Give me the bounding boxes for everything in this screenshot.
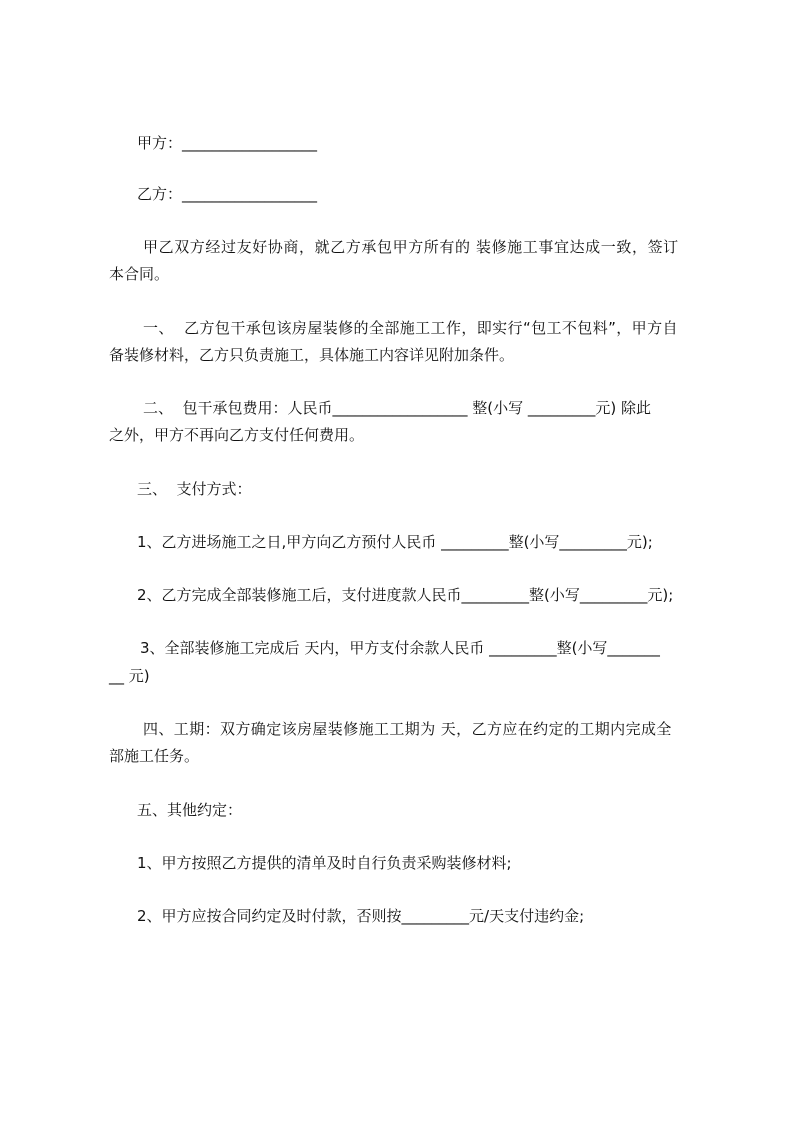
clause-4-line-1: 四、工期：双方确定该房屋装修施工工期为 天，乙方应在约定的工期内完成全: [143, 720, 672, 738]
payment-item-3-line-2: __ 元): [109, 667, 150, 685]
clause-1-line-1: 一、 乙方包干承包该房屋装修的全部施工工作，即实行“包工不包料”，甲方自: [143, 319, 678, 337]
clause-2-line-2: 之外，甲方不再向乙方支付任何费用。: [109, 426, 365, 444]
payment-item-2: 2、乙方完成全部装修施工后，支付进度款人民币_________整(小写_________元);: [137, 586, 674, 604]
intro-paragraph-line-1: 甲乙双方经过友好协商，就乙方承包甲方所有的 装修施工事宜达成一致，签订: [143, 238, 679, 256]
other-item-1: 1、甲方按照乙方提供的清单及时自行负责采购装修材料;: [137, 854, 512, 872]
party-a-line: 甲方：__________________: [137, 134, 318, 152]
payment-item-3-line-1: 3、全部装修施工完成后 天内，甲方支付余款人民币 _________整(小写_______: [140, 639, 660, 657]
intro-paragraph-line-2: 本合同。: [109, 265, 170, 283]
other-item-2: 2、甲方应按合同约定及时付款，否则按_________元/天支付违约金;: [137, 907, 585, 925]
clause-2-line-1: 二、 包干承包费用：人民币__________________ 整(小写 _________元) 除此: [143, 399, 652, 417]
clause-4-line-2: 部施工任务。: [109, 747, 200, 765]
payment-item-1: 1、乙方进场施工之日,甲方向乙方预付人民币 _________整(小写_________元);: [137, 533, 653, 551]
clause-3-heading: 三、 支付方式：: [137, 480, 252, 498]
clause-5-heading: 五、其他约定：: [137, 801, 243, 819]
party-b-line: 乙方：__________________: [137, 185, 318, 203]
clause-1-line-2: 备装修材料，乙方只负责施工，具体施工内容详见附加条件。: [109, 346, 515, 364]
